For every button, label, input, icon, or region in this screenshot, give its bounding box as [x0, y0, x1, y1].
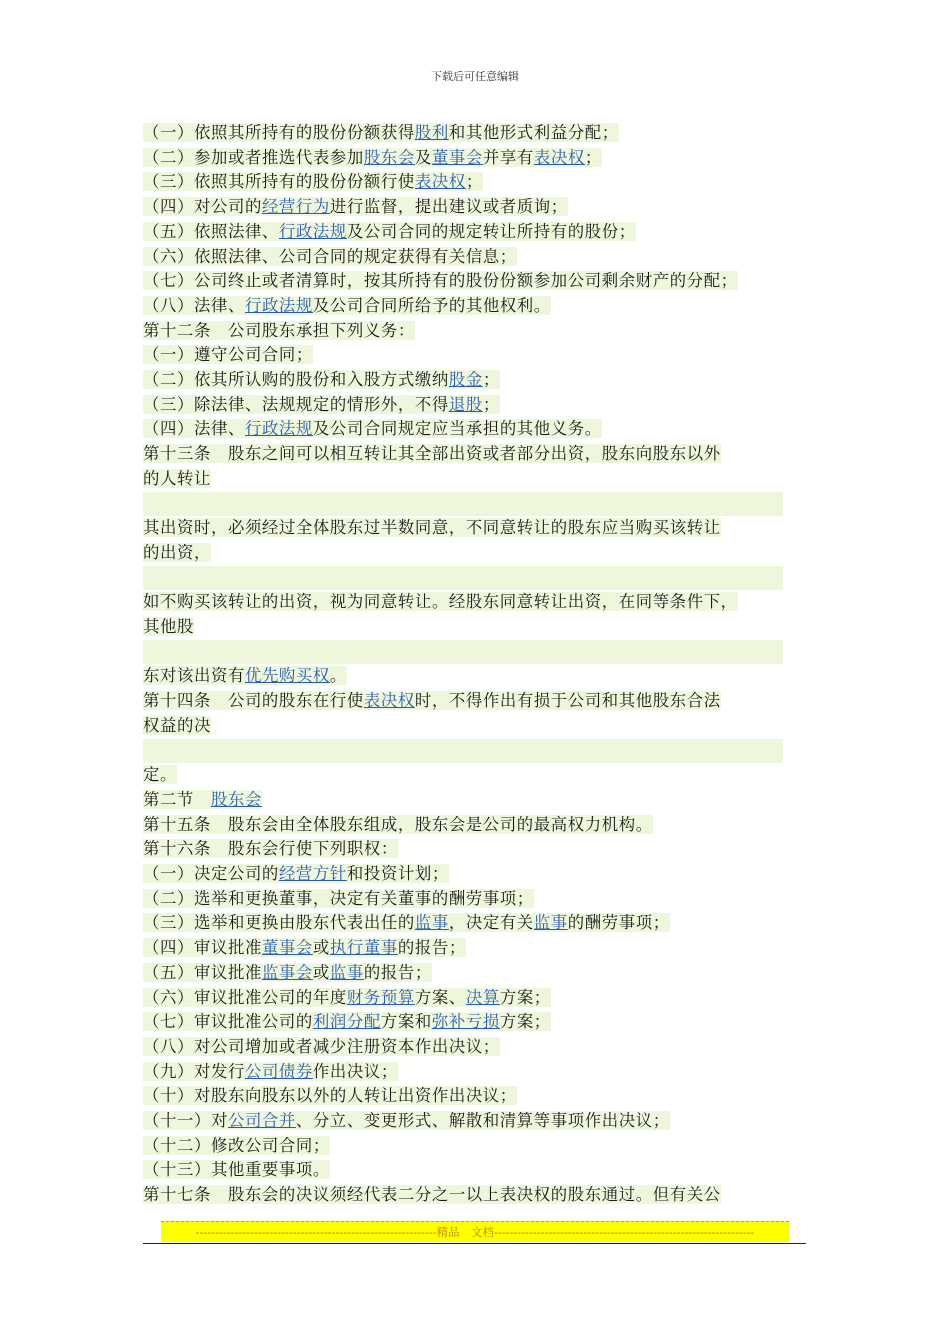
- term-link[interactable]: 董事会: [261, 938, 313, 958]
- text-segment: 和其他形式利益分配；: [448, 123, 619, 142]
- line-text: [143, 148, 602, 167]
- term-link[interactable]: 监事: [533, 913, 568, 933]
- line-text: [143, 1062, 398, 1081]
- line-text: [143, 765, 177, 784]
- line-text: [143, 1086, 517, 1105]
- text-segment: （六）依照法律、公司合同的规定获得有关信息；: [143, 246, 517, 266]
- text-segment: 其他股: [143, 617, 194, 637]
- text-segment: （四）对公司的: [143, 197, 262, 217]
- text-segment: （三）选举和更换由股东代表出任的: [143, 913, 415, 933]
- text-segment: （十）对股东向股东以外的人转让出资作出决议；: [143, 1086, 517, 1106]
- text-segment: 东对该出资有: [143, 666, 245, 686]
- text-line: [143, 1183, 809, 1208]
- text-segment: 权益的决: [143, 715, 211, 735]
- line-text: [143, 345, 313, 364]
- text-segment: 的酬劳事项；: [567, 913, 670, 933]
- text-segment: 及公司合同规定应当承担的其他义务。: [312, 419, 602, 439]
- text-segment: 第二节: [143, 789, 211, 809]
- text-segment: （一）决定公司的: [143, 864, 279, 884]
- text-segment: 第十四条 公司的股东在行使: [143, 691, 364, 711]
- line-text: [143, 1160, 330, 1179]
- text-line: [143, 1158, 809, 1183]
- text-segment: 并享有: [482, 147, 534, 167]
- text-line: [143, 664, 809, 689]
- text-line: [143, 146, 809, 171]
- text-line: [143, 986, 809, 1011]
- text-line: [143, 1035, 809, 1060]
- text-line: [143, 294, 809, 319]
- text-segment: 时，不得作出有损于公司和其他股东合法: [414, 691, 721, 711]
- text-line: [143, 887, 809, 912]
- term-link[interactable]: 表决权: [533, 147, 585, 167]
- blank-line: [143, 640, 783, 665]
- line-text: [143, 1037, 500, 1056]
- term-link[interactable]: 股利: [414, 123, 449, 142]
- text-segment: 及: [414, 147, 432, 167]
- line-text: [143, 247, 517, 266]
- blank-line: [143, 566, 783, 591]
- text-segment: 第十三条 股东之间可以相互转让其全部出资或者部分出资，股东向股东以外: [143, 444, 721, 464]
- text-line: [143, 442, 809, 467]
- line-text: [143, 790, 262, 809]
- text-line: [143, 220, 809, 245]
- text-segment: 如不购买该转让的出资，视为同意转让。经股东同意转让出资，在同等条件下，: [143, 592, 738, 612]
- text-segment: 作出决议；: [312, 1061, 398, 1081]
- footer-banner: --------------------------------------------------------------精品 文档-------------------------------------------------------------------: [161, 1221, 789, 1242]
- line-text: [143, 518, 721, 537]
- text-line: [143, 689, 809, 714]
- text-segment: 第十六条 股东会行使下列职权：: [143, 839, 398, 859]
- line-text: [143, 543, 211, 562]
- term-link[interactable]: 董事会: [431, 147, 483, 167]
- line-text: [143, 839, 398, 858]
- text-segment: 第十五条 股东会由全体股东组成，股东会是公司的最高权力机构。: [143, 814, 653, 834]
- line-text: [143, 617, 194, 636]
- text-line: [143, 763, 809, 788]
- text-line: [143, 961, 809, 986]
- line-text: [143, 864, 449, 883]
- text-segment: （一）遵守公司合同；: [143, 345, 313, 365]
- text-segment: 方案；: [499, 1012, 551, 1032]
- text-segment: ；: [465, 172, 483, 192]
- line-text: [143, 1012, 551, 1031]
- term-link[interactable]: 行政法规: [278, 221, 347, 241]
- text-line: [143, 1134, 809, 1159]
- line-text: [143, 395, 500, 414]
- line-text: [143, 370, 500, 389]
- text-line: [143, 195, 809, 220]
- text-line: [143, 936, 809, 961]
- text-segment: 方案；: [499, 987, 551, 1007]
- text-segment: （三）依照其所持有的股份份额行使: [143, 172, 415, 192]
- text-segment: （一）依照其所持有的股份份额获得: [143, 123, 415, 142]
- text-line: [143, 813, 809, 838]
- text-segment: （五）审议批准: [143, 962, 262, 982]
- line-text: [143, 913, 670, 932]
- term-link[interactable]: 执行董事: [329, 938, 398, 958]
- text-line: [143, 1109, 809, 1134]
- text-segment: 进行监督，提出建议或者质询；: [329, 197, 568, 217]
- text-segment: 方案、: [414, 987, 466, 1007]
- text-segment: （十二）修改公司合同；: [143, 1135, 330, 1155]
- text-segment: （五）依照法律、: [143, 221, 279, 241]
- term-link[interactable]: 股东会: [210, 789, 262, 809]
- line-text: [143, 691, 721, 710]
- text-segment: （四）法律、: [143, 419, 245, 439]
- text-segment: 的出资，: [143, 542, 211, 562]
- line-text: [143, 123, 619, 142]
- text-line: [143, 269, 809, 294]
- text-segment: 。: [329, 666, 347, 686]
- text-line: [143, 714, 809, 739]
- text-line: [143, 245, 809, 270]
- line-text: [143, 666, 347, 685]
- text-segment: （六）审议批准公司的年度: [143, 987, 347, 1007]
- text-line: [143, 516, 809, 541]
- text-line: [143, 319, 809, 344]
- term-link[interactable]: 监事会: [261, 962, 313, 982]
- text-segment: 定。: [143, 765, 177, 785]
- line-text: [143, 815, 653, 834]
- term-link[interactable]: 监事: [414, 913, 449, 933]
- text-segment: （二）选举和更换董事，决定有关董事的酬劳事项；: [143, 888, 534, 908]
- term-link[interactable]: 行政法规: [244, 295, 313, 315]
- line-text: [143, 988, 551, 1007]
- term-link[interactable]: 决算: [465, 987, 500, 1007]
- term-link[interactable]: 经营方针: [278, 864, 347, 884]
- text-segment: （八）对公司增加或者减少注册资本作出决议；: [143, 1036, 500, 1056]
- line-text: [143, 716, 211, 735]
- line-text: [143, 222, 636, 241]
- term-link[interactable]: 监事: [329, 962, 364, 982]
- text-line: [143, 1010, 809, 1035]
- text-line: [143, 170, 809, 195]
- footer-divider: [143, 1243, 806, 1244]
- line-text: [143, 321, 415, 340]
- text-segment: 或: [312, 962, 330, 982]
- line-text: [143, 444, 721, 463]
- text-segment: 第十二条 公司股东承担下列义务：: [143, 320, 415, 340]
- text-segment: 方案和: [380, 1012, 432, 1032]
- term-link[interactable]: 表决权: [363, 691, 415, 711]
- text-segment: 和投资计划；: [346, 864, 449, 884]
- text-segment: （三）除法律、法规规定的情形外，不得: [143, 394, 449, 414]
- document-body: [143, 121, 809, 1208]
- line-text: [143, 271, 738, 290]
- text-segment: 第十七条 股东会的决议须经代表二分之一以上表决权的股东通过。但有关公: [143, 1185, 721, 1205]
- line-text: [143, 1185, 721, 1204]
- text-line: [143, 615, 809, 640]
- text-segment: ；: [482, 394, 500, 414]
- term-link[interactable]: 退股: [448, 394, 483, 414]
- text-segment: ；: [482, 370, 500, 390]
- line-text: [143, 419, 602, 438]
- text-segment: （九）对发行: [143, 1061, 245, 1081]
- text-segment: （十一）对: [143, 1111, 228, 1131]
- text-segment: （十三）其他重要事项。: [143, 1160, 330, 1180]
- text-segment: （七）审议批准公司的: [143, 1012, 313, 1032]
- term-link[interactable]: 股金: [448, 370, 483, 390]
- line-text: [143, 938, 466, 957]
- line-text: [143, 296, 551, 315]
- text-line: [143, 467, 809, 492]
- term-link[interactable]: 表决权: [414, 172, 466, 192]
- text-line: [143, 393, 809, 418]
- line-text: [143, 197, 568, 216]
- text-segment: 的人转让: [143, 468, 211, 488]
- text-line: [143, 541, 809, 566]
- term-link[interactable]: 优先购买权: [244, 666, 330, 686]
- text-segment: （四）审议批准: [143, 938, 262, 958]
- line-text: [143, 1111, 670, 1130]
- term-link[interactable]: 财务预算: [346, 987, 415, 1007]
- text-line: [143, 343, 809, 368]
- text-line: [143, 368, 809, 393]
- text-segment: （二）参加或者推选代表参加: [143, 147, 364, 167]
- line-text: [143, 1136, 330, 1155]
- line-text: [143, 469, 211, 488]
- text-line: [143, 590, 809, 615]
- text-line: [143, 837, 809, 862]
- term-link[interactable]: 弥补亏损: [431, 1012, 500, 1032]
- text-segment: 、分立、变更形式、解散和清算等事项作出决议；: [295, 1111, 670, 1131]
- term-link[interactable]: 公司合并: [227, 1111, 296, 1131]
- text-segment: 的报告；: [363, 962, 432, 982]
- term-link[interactable]: 股东会: [363, 147, 415, 167]
- text-line: [143, 417, 809, 442]
- text-line: [143, 788, 809, 813]
- text-segment: （二）依其所认购的股份和入股方式缴纳: [143, 370, 449, 390]
- page-header: 下载后可任意编辑: [431, 70, 519, 83]
- text-segment: （七）公司终止或者清算时，按其所持有的股份份额参加公司剩余财产的分配；: [143, 271, 738, 291]
- text-segment: 及公司合同所给予的其他权利。: [312, 295, 551, 315]
- blank-line: [143, 492, 783, 517]
- text-line: [143, 911, 809, 936]
- text-segment: 及公司合同的规定转让所持有的股份；: [346, 221, 636, 241]
- text-segment: ；: [584, 147, 602, 167]
- blank-line: [143, 739, 783, 764]
- line-text: [143, 963, 432, 982]
- term-link[interactable]: 利润分配: [312, 1012, 381, 1032]
- line-text: [143, 172, 483, 191]
- text-segment: 的报告；: [397, 938, 466, 958]
- text-segment: 其出资时，必须经过全体股东过半数同意，不同意转让的股东应当购买该转让: [143, 518, 721, 538]
- text-line: [143, 862, 809, 887]
- text-segment: 或: [312, 938, 330, 958]
- term-link[interactable]: 经营行为: [261, 197, 330, 217]
- line-text: [143, 592, 738, 611]
- text-line: [143, 1060, 809, 1085]
- term-link[interactable]: 公司债券: [244, 1061, 313, 1081]
- term-link[interactable]: 行政法规: [244, 419, 313, 439]
- line-text: [143, 889, 534, 908]
- text-line: [143, 121, 809, 146]
- text-segment: ，决定有关: [448, 913, 534, 933]
- text-segment: （八）法律、: [143, 295, 245, 315]
- text-line: [143, 1084, 809, 1109]
